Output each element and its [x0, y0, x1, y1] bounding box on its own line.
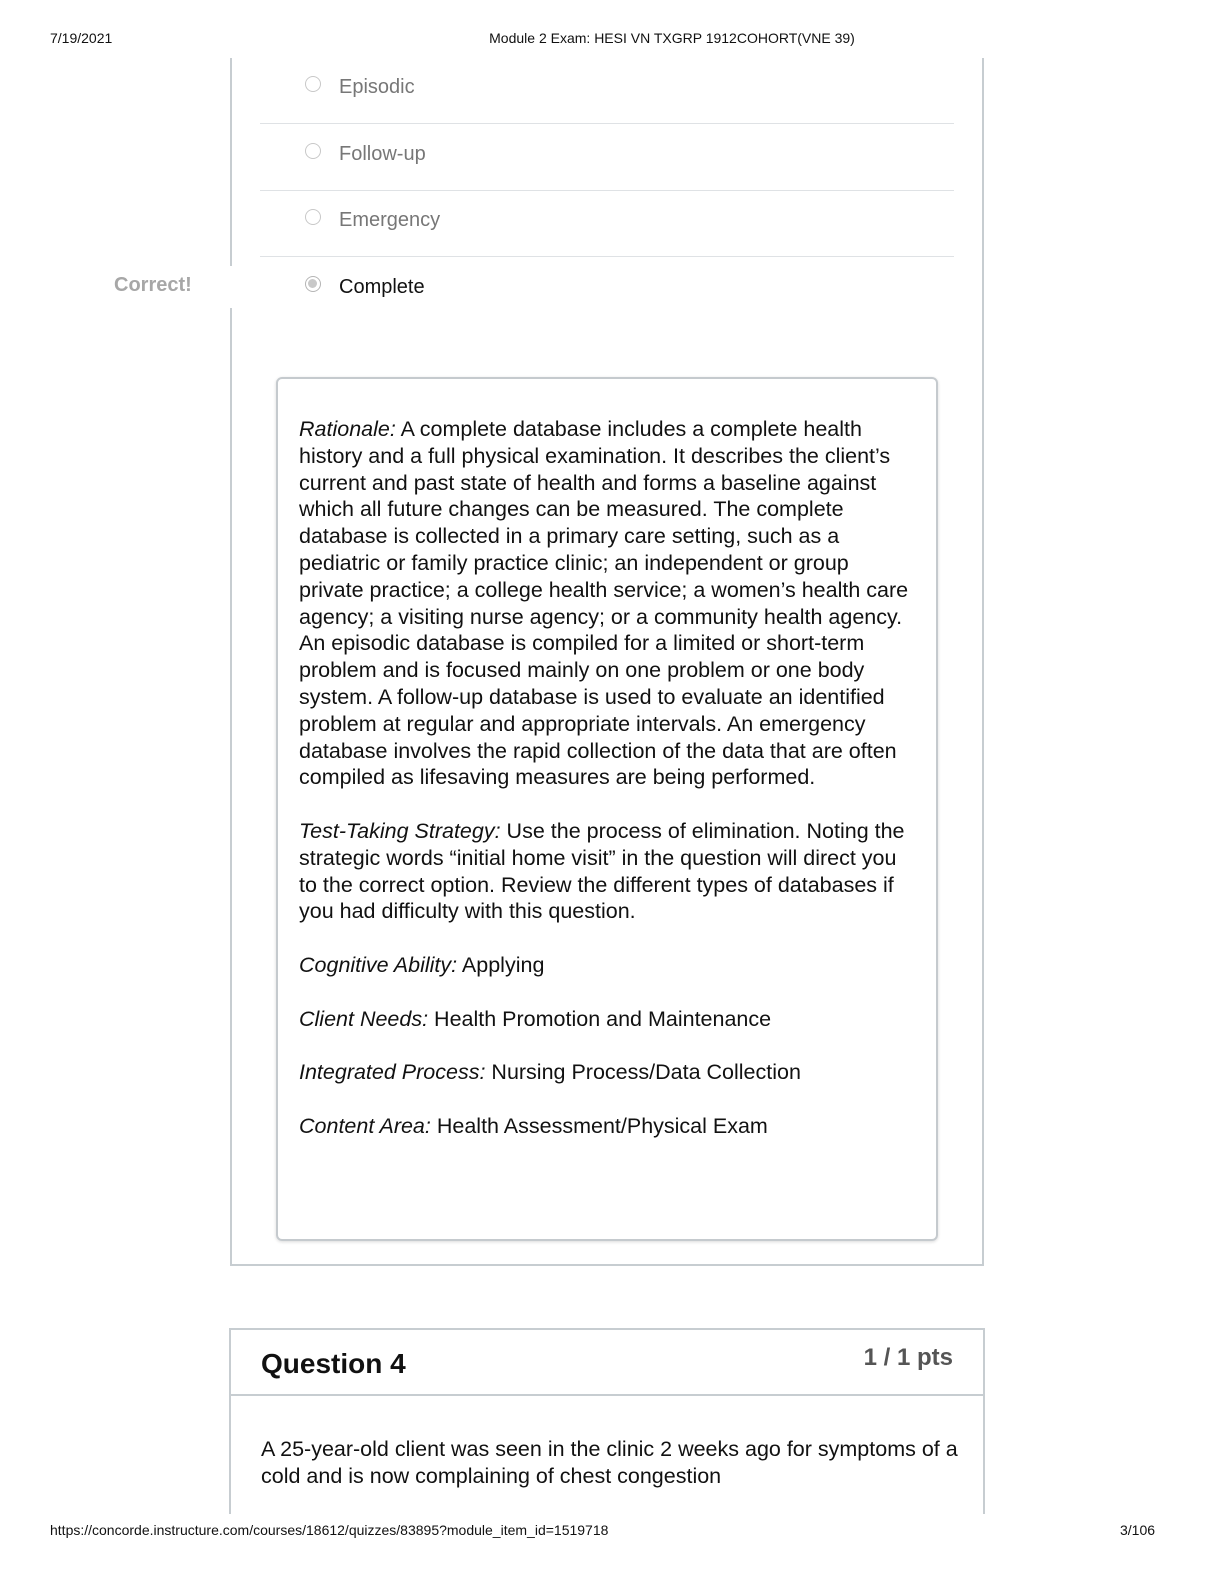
client-needs-text: Health Promotion and Maintenance — [428, 1006, 772, 1031]
question-title: Question 4 — [261, 1348, 406, 1379]
strategy-label: Test-Taking Strategy: — [299, 818, 501, 843]
cognitive-paragraph — [299, 952, 914, 979]
card-border-left — [229, 1328, 231, 1514]
answer-label: Episodic — [339, 76, 415, 98]
print-page-number: 3/106 — [1120, 1522, 1156, 1538]
print-title: Module 2 Exam: HESI VN TXGRP 1912COHORT(VNE 39) — [489, 30, 855, 46]
answer-divider — [260, 123, 954, 124]
rationale-content — [299, 416, 914, 1166]
rationale-box — [276, 377, 938, 1241]
answer-option-complete[interactable] — [260, 258, 954, 324]
content-area-text: Health Assessment/Physical Exam — [430, 1113, 768, 1138]
card-border-right — [982, 58, 984, 1266]
cognitive-label: Cognitive Ability: — [299, 952, 458, 977]
answer-label: Follow-up — [339, 143, 426, 165]
radio-button[interactable] — [305, 143, 321, 159]
process-text: Nursing Process/Data Collection — [485, 1060, 801, 1085]
question-text: A 25-year-old client was seen in the clinic 2 weeks ago for symptoms of a cold and is now complaining of chest congestion — [261, 1437, 958, 1488]
question-points: 1 / 1 pts — [863, 1344, 953, 1371]
card-border-top — [229, 1328, 985, 1330]
card-border-bottom — [230, 1264, 984, 1266]
rationale-text: A complete database includes a complete health history and a full physical examination. It describes the client’s current and past state of health and forms a baseline against which all future changes can be measured. The complete database is collected in a primary care setting, such as a pediatric or family practice clinic; an independent or group private practice; a college health service; a women’s health care agency; a visiting nurse agency; or a community health agency. An episodic database is compiled for a limited or short-term problem and is focused mainly on one problem or one body system. A follow-up database is used to evaluate an identified problem at regular and appropriate intervals. An emergency database involves the rapid collection of the data that are often compiled as lifesaving measures are being performed. — [299, 417, 909, 790]
content-area-paragraph — [299, 1113, 914, 1140]
radio-button[interactable] — [305, 76, 321, 92]
card-border-right — [983, 1328, 985, 1514]
answer-label: Complete — [339, 276, 425, 298]
card-header-divider — [229, 1394, 985, 1396]
client-needs-paragraph — [299, 1006, 914, 1033]
card-border-left — [230, 58, 232, 266]
radio-button[interactable] — [305, 209, 321, 225]
card-border-left-lower — [230, 308, 232, 1266]
radio-button-selected[interactable] — [305, 276, 321, 292]
correct-indicator: Correct! — [114, 274, 192, 296]
rationale-label: Rationale: — [299, 417, 396, 441]
strategy-paragraph — [299, 818, 914, 925]
print-date: 7/19/2021 — [50, 30, 113, 46]
process-paragraph — [299, 1059, 914, 1086]
content-area-label: Content Area: — [299, 1113, 431, 1138]
strategy-text: Use the process of elimination. Noting the strategic words “initial home visit” in the question will direct you to the correct option. Review the different types of databases if you had difficulty with this question. — [299, 818, 905, 924]
print-url: https://concorde.instructure.com/courses/18612/quizzes/83895?module_item_id=1519718 — [50, 1522, 609, 1538]
process-label: Integrated Process: — [299, 1060, 486, 1085]
answer-option-follow-up[interactable] — [260, 125, 954, 191]
rationale-paragraph — [299, 416, 914, 791]
answer-option-emergency[interactable] — [260, 191, 954, 257]
question-4-card — [229, 1328, 985, 1528]
cognitive-text: Applying — [457, 952, 545, 977]
client-needs-label: Client Needs: — [299, 1006, 429, 1031]
answer-label: Emergency — [339, 209, 441, 231]
answer-option-episodic[interactable] — [260, 58, 954, 124]
answer-divider — [260, 256, 954, 257]
